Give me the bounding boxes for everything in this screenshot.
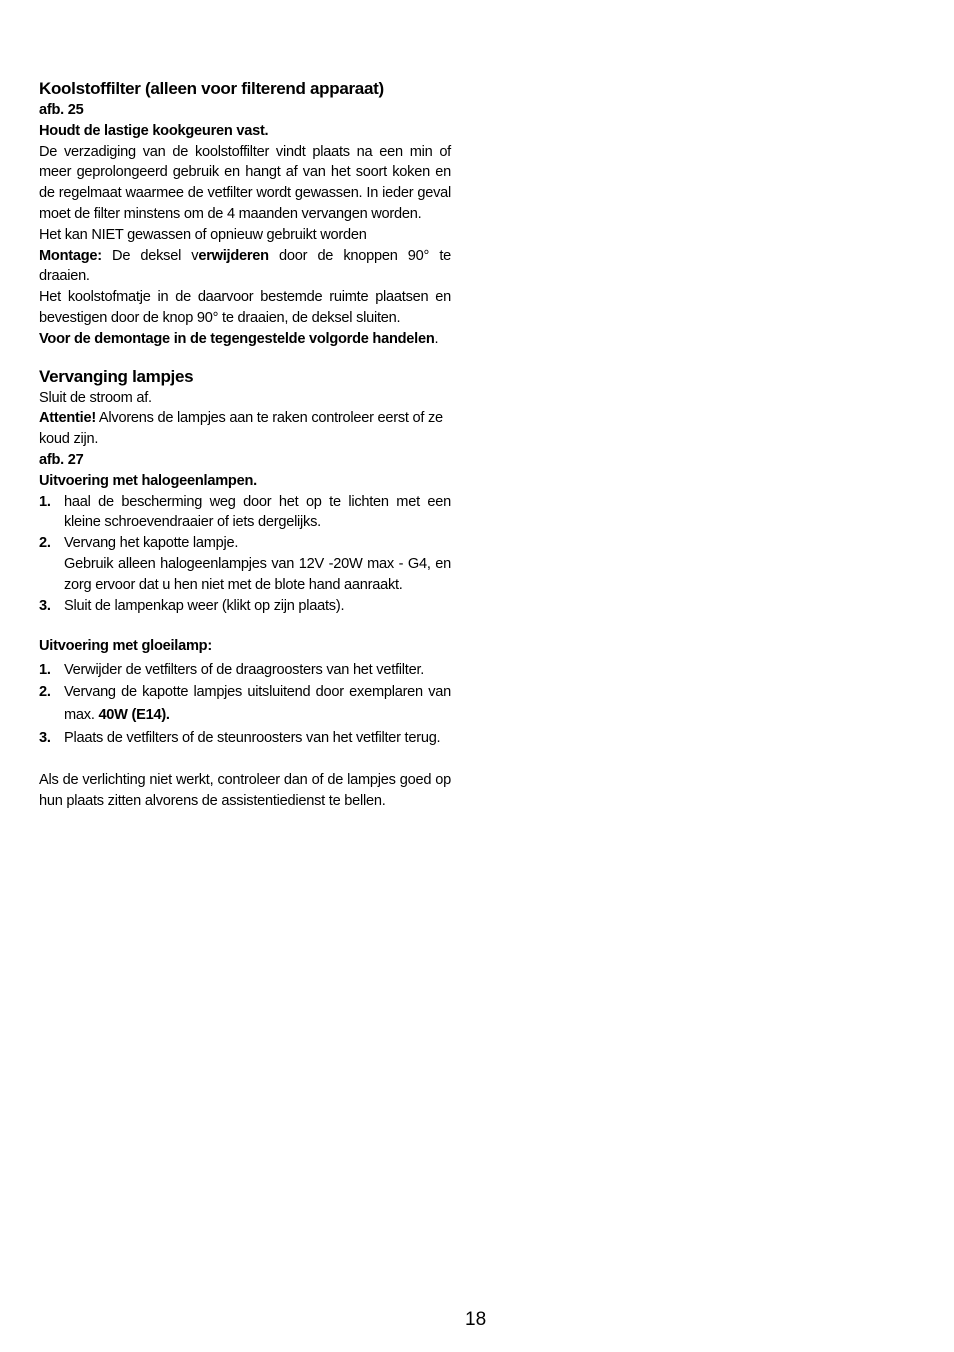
carbon-mat-paragraph: Het koolstofmatje in de daarvoor bestemde ruimte plaatsen en bevestigen door de knop 90° te draaien, de deksel sluiten.: [39, 289, 451, 326]
glow-step-2: [39, 681, 451, 727]
step-text: haal de bescherming weg door het op te lichten met een kleine schroevendraaier of iets dergelijks.: [64, 493, 451, 531]
figure-ref-27: afb. 27: [39, 451, 84, 468]
lamps-intro: Sluit de stroom af.: [39, 389, 152, 406]
section-title-carbon-filter: Koolstoffilter (alleen voor filterend apparaat): [39, 79, 384, 98]
halogen-title: Uitvoering met halogeenlampen.: [39, 472, 257, 489]
spacer: [39, 616, 451, 636]
step-number: 3.: [39, 729, 51, 746]
halogen-step-3: [39, 596, 451, 617]
step-text-bold: 40W (E14).: [98, 706, 170, 723]
glow-step-3: [39, 727, 451, 750]
step-text-block: [64, 533, 451, 595]
attention-label: Attentie!: [39, 410, 96, 427]
step-text: Plaats de vetfilters of de steunroosters van het vetfilter terug.: [64, 729, 441, 746]
montage-bold: erwijderen: [198, 247, 269, 264]
step-text-block: [64, 681, 451, 727]
content-column: [39, 78, 451, 812]
carbon-filter-subtitle: Houdt de lastige kookgeuren vast.: [39, 122, 269, 139]
step-number: 1.: [39, 662, 51, 679]
step-text: Vervang het kapotte lampje.: [64, 535, 239, 552]
halogen-step-2: [39, 533, 451, 595]
closing-paragraph: Als de verlichting niet werkt, controleer dan of de lampjes goed op hun plaats zitten alvorens de assistentiedienst te bellen.: [39, 771, 451, 809]
step-number: 2.: [39, 535, 51, 552]
glow-step-1: [39, 660, 451, 681]
carbon-filter-paragraph: De verzadiging van de koolstoffilter vindt plaats na een min of meer geprolongeerd gebruik en hangt af van het soort koken en de regelmaat waarmee de vetfilter wordt gewassen. In ieder geval moet de filter minstens om de 4 maanden vervangen worden.: [39, 143, 451, 222]
attention-paragraph: [39, 408, 451, 450]
halogen-step-1: [39, 492, 451, 534]
step-number: 2.: [39, 683, 51, 700]
section-title-lamps: Vervanging lampjes: [39, 366, 194, 386]
montage-label: Montage:: [39, 247, 102, 264]
montage-text-a: De deksel v: [101, 247, 199, 264]
spacer: [39, 750, 451, 770]
step-number: 1.: [39, 493, 51, 510]
step-text: Sluit de lampenkap weer (klikt op zijn plaats).: [64, 597, 345, 614]
demontage-bold: Voor de demontage in de tegengestelde volgorde handelen: [39, 330, 435, 347]
page-number: 18: [465, 1309, 487, 1330]
montage-paragraph: [39, 246, 451, 288]
attention-text: Alvorens de lampjes aan te raken controleer eerst of ze koud zijn.: [39, 410, 443, 448]
step-text: Verwijder de vetfilters of de draagroosters van het vetfilter.: [64, 662, 425, 679]
glow-title: Uitvoering met gloeilamp:: [39, 638, 212, 655]
step-text: Vervang de kapotte lampjes uitsluitend door exemplaren van max.: [64, 683, 451, 723]
step-number: 3.: [39, 597, 51, 614]
demontage-end: .: [434, 330, 439, 347]
step-text-secondary: Gebruik alleen halogeenlampjes van 12V -20W max - G4, en zorg ervoor dat u hen niet met de blote hand aanraakt.: [64, 555, 451, 593]
demontage-paragraph: [39, 329, 451, 350]
carbon-filter-warning: Het kan NIET gewassen of opnieuw gebruikt worden: [39, 226, 367, 243]
montage-text-b: door de knoppen 90° te draaien.: [39, 247, 451, 285]
figure-ref-25: afb. 25: [39, 102, 84, 118]
